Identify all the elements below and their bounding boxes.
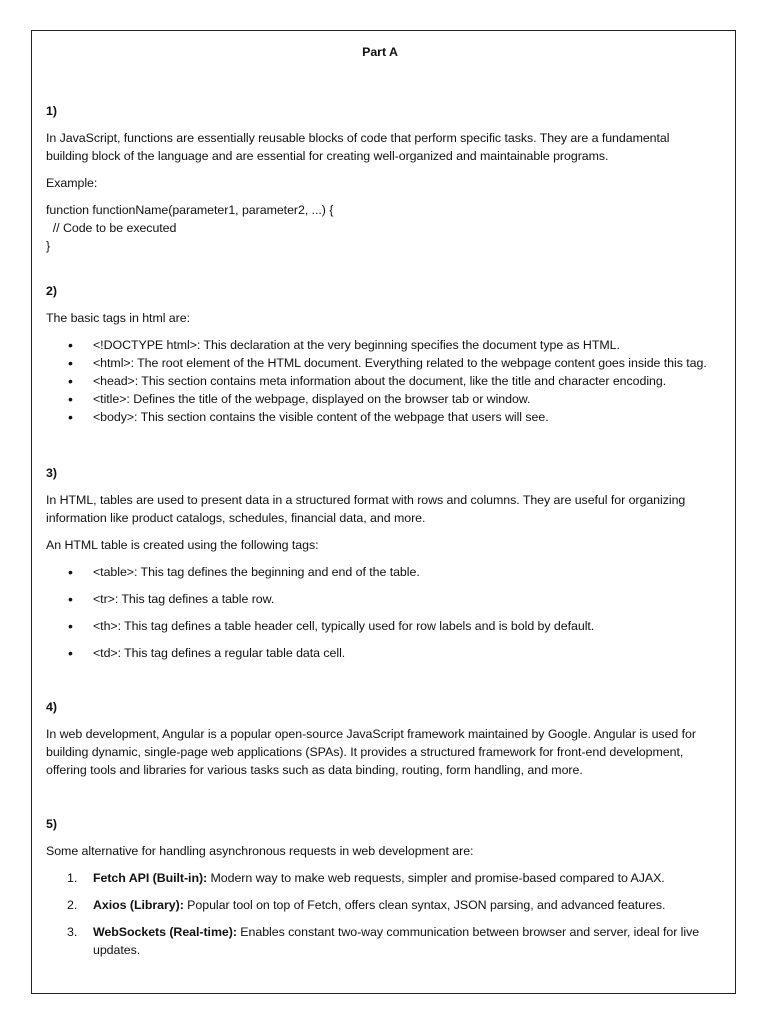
q3-tag-list bbox=[46, 563, 714, 662]
q2-number: 2) bbox=[46, 284, 57, 298]
list-item: • <html>: The root element of the HTML document. Everything related to the webpage content goes inside this tag. bbox=[46, 354, 714, 372]
q5-intro: Some alternative for handling asynchronous requests in web development are: bbox=[46, 844, 474, 858]
q4-paragraph: In web development, Angular is a popular open-source JavaScript framework maintained by Google. Angular is used for building dynamic, single-page web applications (SPAs). It provides a structured framework for front-end development, offering tools and libraries for various tasks such as data binding, routing, form handling, and more. bbox=[46, 727, 696, 777]
list-item bbox=[46, 896, 714, 914]
list-item bbox=[46, 923, 714, 959]
q1-code-line: } bbox=[46, 239, 51, 253]
q2-tag-list bbox=[46, 336, 714, 426]
list-term: WebSockets (Real-time): bbox=[93, 925, 237, 939]
list-term: Axios (Library): bbox=[93, 898, 184, 912]
q3-number: 3) bbox=[46, 466, 57, 480]
q5-number: 5) bbox=[46, 817, 57, 831]
q3-paragraph: In HTML, tables are used to present data in a structured format with rows and columns. They are useful for organizing information like product catalogs, schedules, financial data, and more. bbox=[46, 493, 686, 525]
q1-example-label: Example: bbox=[46, 176, 98, 190]
list-item: • <th>: This tag defines a table header cell, typically used for row labels and is bold by default. bbox=[46, 617, 714, 635]
page-title: Part A bbox=[362, 45, 398, 59]
list-item bbox=[46, 869, 714, 887]
q5-alternatives-list bbox=[46, 869, 714, 959]
q1-code-line: function functionName(parameter1, parameter2, ...) { bbox=[46, 203, 334, 217]
list-number: 2. bbox=[67, 898, 78, 912]
q2-intro: The basic tags in html are: bbox=[46, 311, 190, 325]
q4-number: 4) bbox=[46, 700, 57, 714]
list-number: 1. bbox=[67, 871, 78, 885]
document-body bbox=[46, 38, 714, 959]
list-number: 3. bbox=[67, 925, 78, 939]
q1-paragraph: In JavaScript, functions are essentially reusable blocks of code that perform specific tasks. They are a fundamental building block of the language and are essential for creating well-organized and maintainable programs. bbox=[46, 131, 670, 163]
q1-code-block bbox=[46, 201, 714, 255]
list-desc: Enables constant two-way communication between browser and server, ideal for live updates. bbox=[93, 925, 700, 957]
list-desc: Popular tool on top of Fetch, offers clean syntax, JSON parsing, and advanced features. bbox=[183, 898, 666, 912]
list-item: • <title>: Defines the title of the webpage, displayed on the browser tab or window. bbox=[46, 390, 714, 408]
list-item: • <tr>: This tag defines a table row. bbox=[46, 590, 714, 608]
q3-intro: An HTML table is created using the following tags: bbox=[46, 538, 319, 552]
q1-number: 1) bbox=[46, 104, 57, 118]
list-term: Fetch API (Built-in): bbox=[93, 871, 208, 885]
list-item: • <!DOCTYPE html>: This declaration at the very beginning specifies the document type as HTML. bbox=[46, 336, 714, 354]
q1-code-line: // Code to be executed bbox=[46, 221, 177, 235]
list-item: • <table>: This tag defines the beginning and end of the table. bbox=[46, 563, 714, 581]
list-item: • <head>: This section contains meta information about the document, like the title and character encoding. bbox=[46, 372, 714, 390]
list-item: • <td>: This tag defines a regular table data cell. bbox=[46, 644, 714, 662]
list-item: • <body>: This section contains the visible content of the webpage that users will see. bbox=[46, 408, 714, 426]
list-desc: Modern way to make web requests, simpler and promise-based compared to AJAX. bbox=[207, 871, 665, 885]
